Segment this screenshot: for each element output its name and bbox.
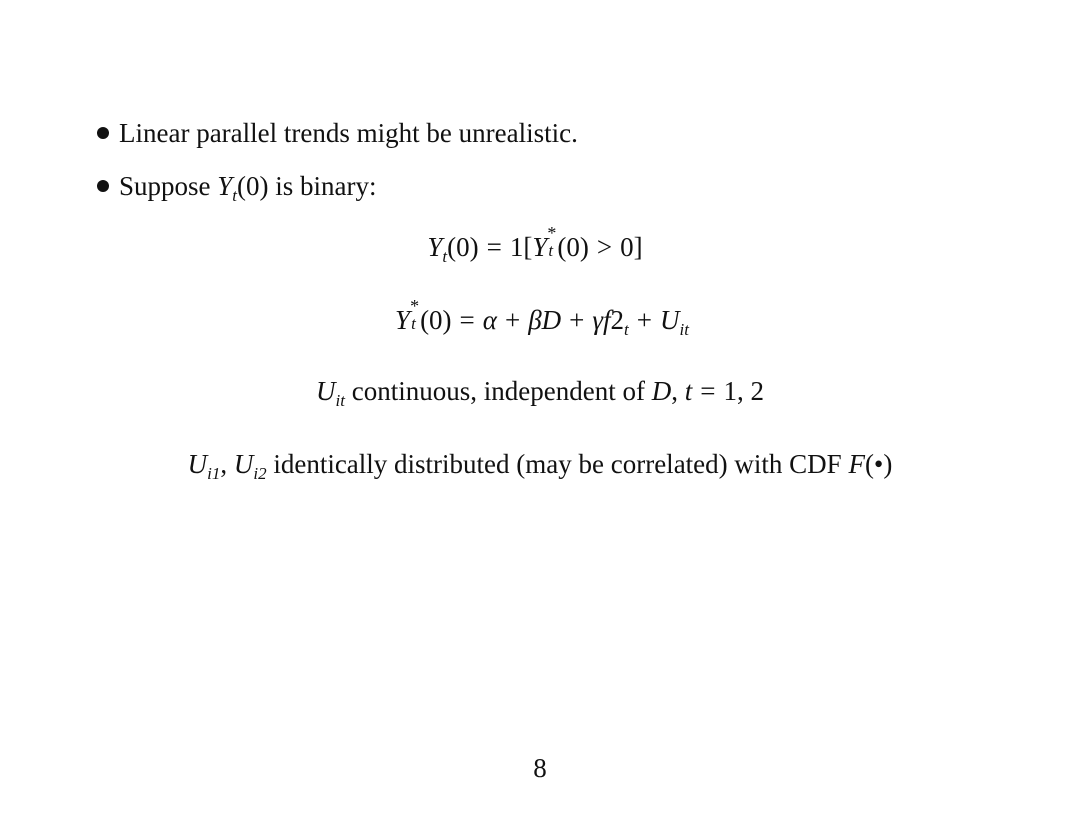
- equation-latent-model: [2, 296, 1080, 339]
- math-superscript: *: [410, 296, 420, 316]
- math-superscript: *: [547, 223, 557, 243]
- bullet-text-after: is binary:: [268, 171, 377, 201]
- statement-text: continuous, independent of: [345, 376, 652, 406]
- math-var-d: D: [651, 376, 672, 406]
- math-indicator: 1[: [509, 232, 533, 262]
- math-equals: =: [700, 376, 716, 406]
- math-var-u: U: [187, 449, 208, 479]
- math-var-u: U: [316, 376, 336, 406]
- math-subscript: t: [548, 241, 554, 260]
- math-arg: (0): [237, 171, 269, 201]
- math-plus: +: [636, 305, 652, 335]
- math-subscript: it: [679, 320, 689, 339]
- math-rhs: 0]: [620, 232, 643, 262]
- math-comma: ,: [220, 449, 234, 479]
- math-supsub: [410, 296, 420, 333]
- statement-distribution: [0, 447, 1080, 481]
- math-arg: (•): [864, 449, 893, 479]
- math-subscript: t: [232, 186, 238, 205]
- math-var-t: t: [684, 376, 693, 406]
- math-var-y: Y: [395, 305, 411, 335]
- math-equals: =: [486, 232, 502, 262]
- statement-text: identically distributed (may be correlated) with CDF: [266, 449, 849, 479]
- statement-continuity: [0, 374, 1080, 408]
- math-var-u: U: [233, 449, 254, 479]
- math-subscript: t: [442, 247, 448, 266]
- bullet-dot-icon: [97, 127, 109, 139]
- math-var-f: F: [848, 449, 865, 479]
- math-supsub: [547, 223, 557, 260]
- math-subscript: t: [411, 314, 416, 333]
- equation-indicator: [0, 223, 1075, 266]
- bullet-item-parallel-trends: [97, 117, 578, 149]
- math-two: 2: [610, 305, 625, 335]
- math-var-u: U: [660, 305, 680, 335]
- math-var-y: Y: [427, 232, 443, 262]
- math-subscript: i1: [207, 464, 221, 483]
- bullet-item-binary: [97, 170, 377, 205]
- math-subscript: i2: [253, 464, 267, 483]
- math-subscript: it: [335, 391, 345, 410]
- math-plus: +: [504, 305, 521, 335]
- math-arg: (0): [557, 232, 589, 262]
- math-subscript: t: [624, 320, 629, 339]
- math-arg: (0): [420, 305, 452, 335]
- math-equals: =: [459, 305, 475, 335]
- bullet-dot-icon: [97, 180, 109, 192]
- bullet-text: Linear parallel trends might be unrealistic.: [119, 118, 578, 148]
- math-var-y: Y: [532, 232, 548, 262]
- math-comma: ,: [671, 376, 685, 406]
- math-greater-than: >: [596, 232, 613, 262]
- bullet-text-before: Suppose: [119, 171, 218, 201]
- math-alpha: α: [482, 305, 497, 335]
- math-plus: +: [569, 305, 585, 335]
- math-values: 1, 2: [723, 376, 764, 406]
- math-gamma-f: γf: [592, 305, 611, 335]
- math-beta: β: [528, 305, 542, 335]
- math-var-d: D: [541, 305, 562, 335]
- page-number: 8: [533, 753, 547, 783]
- math-arg: (0): [447, 232, 479, 262]
- math-var-y: Y: [217, 171, 233, 201]
